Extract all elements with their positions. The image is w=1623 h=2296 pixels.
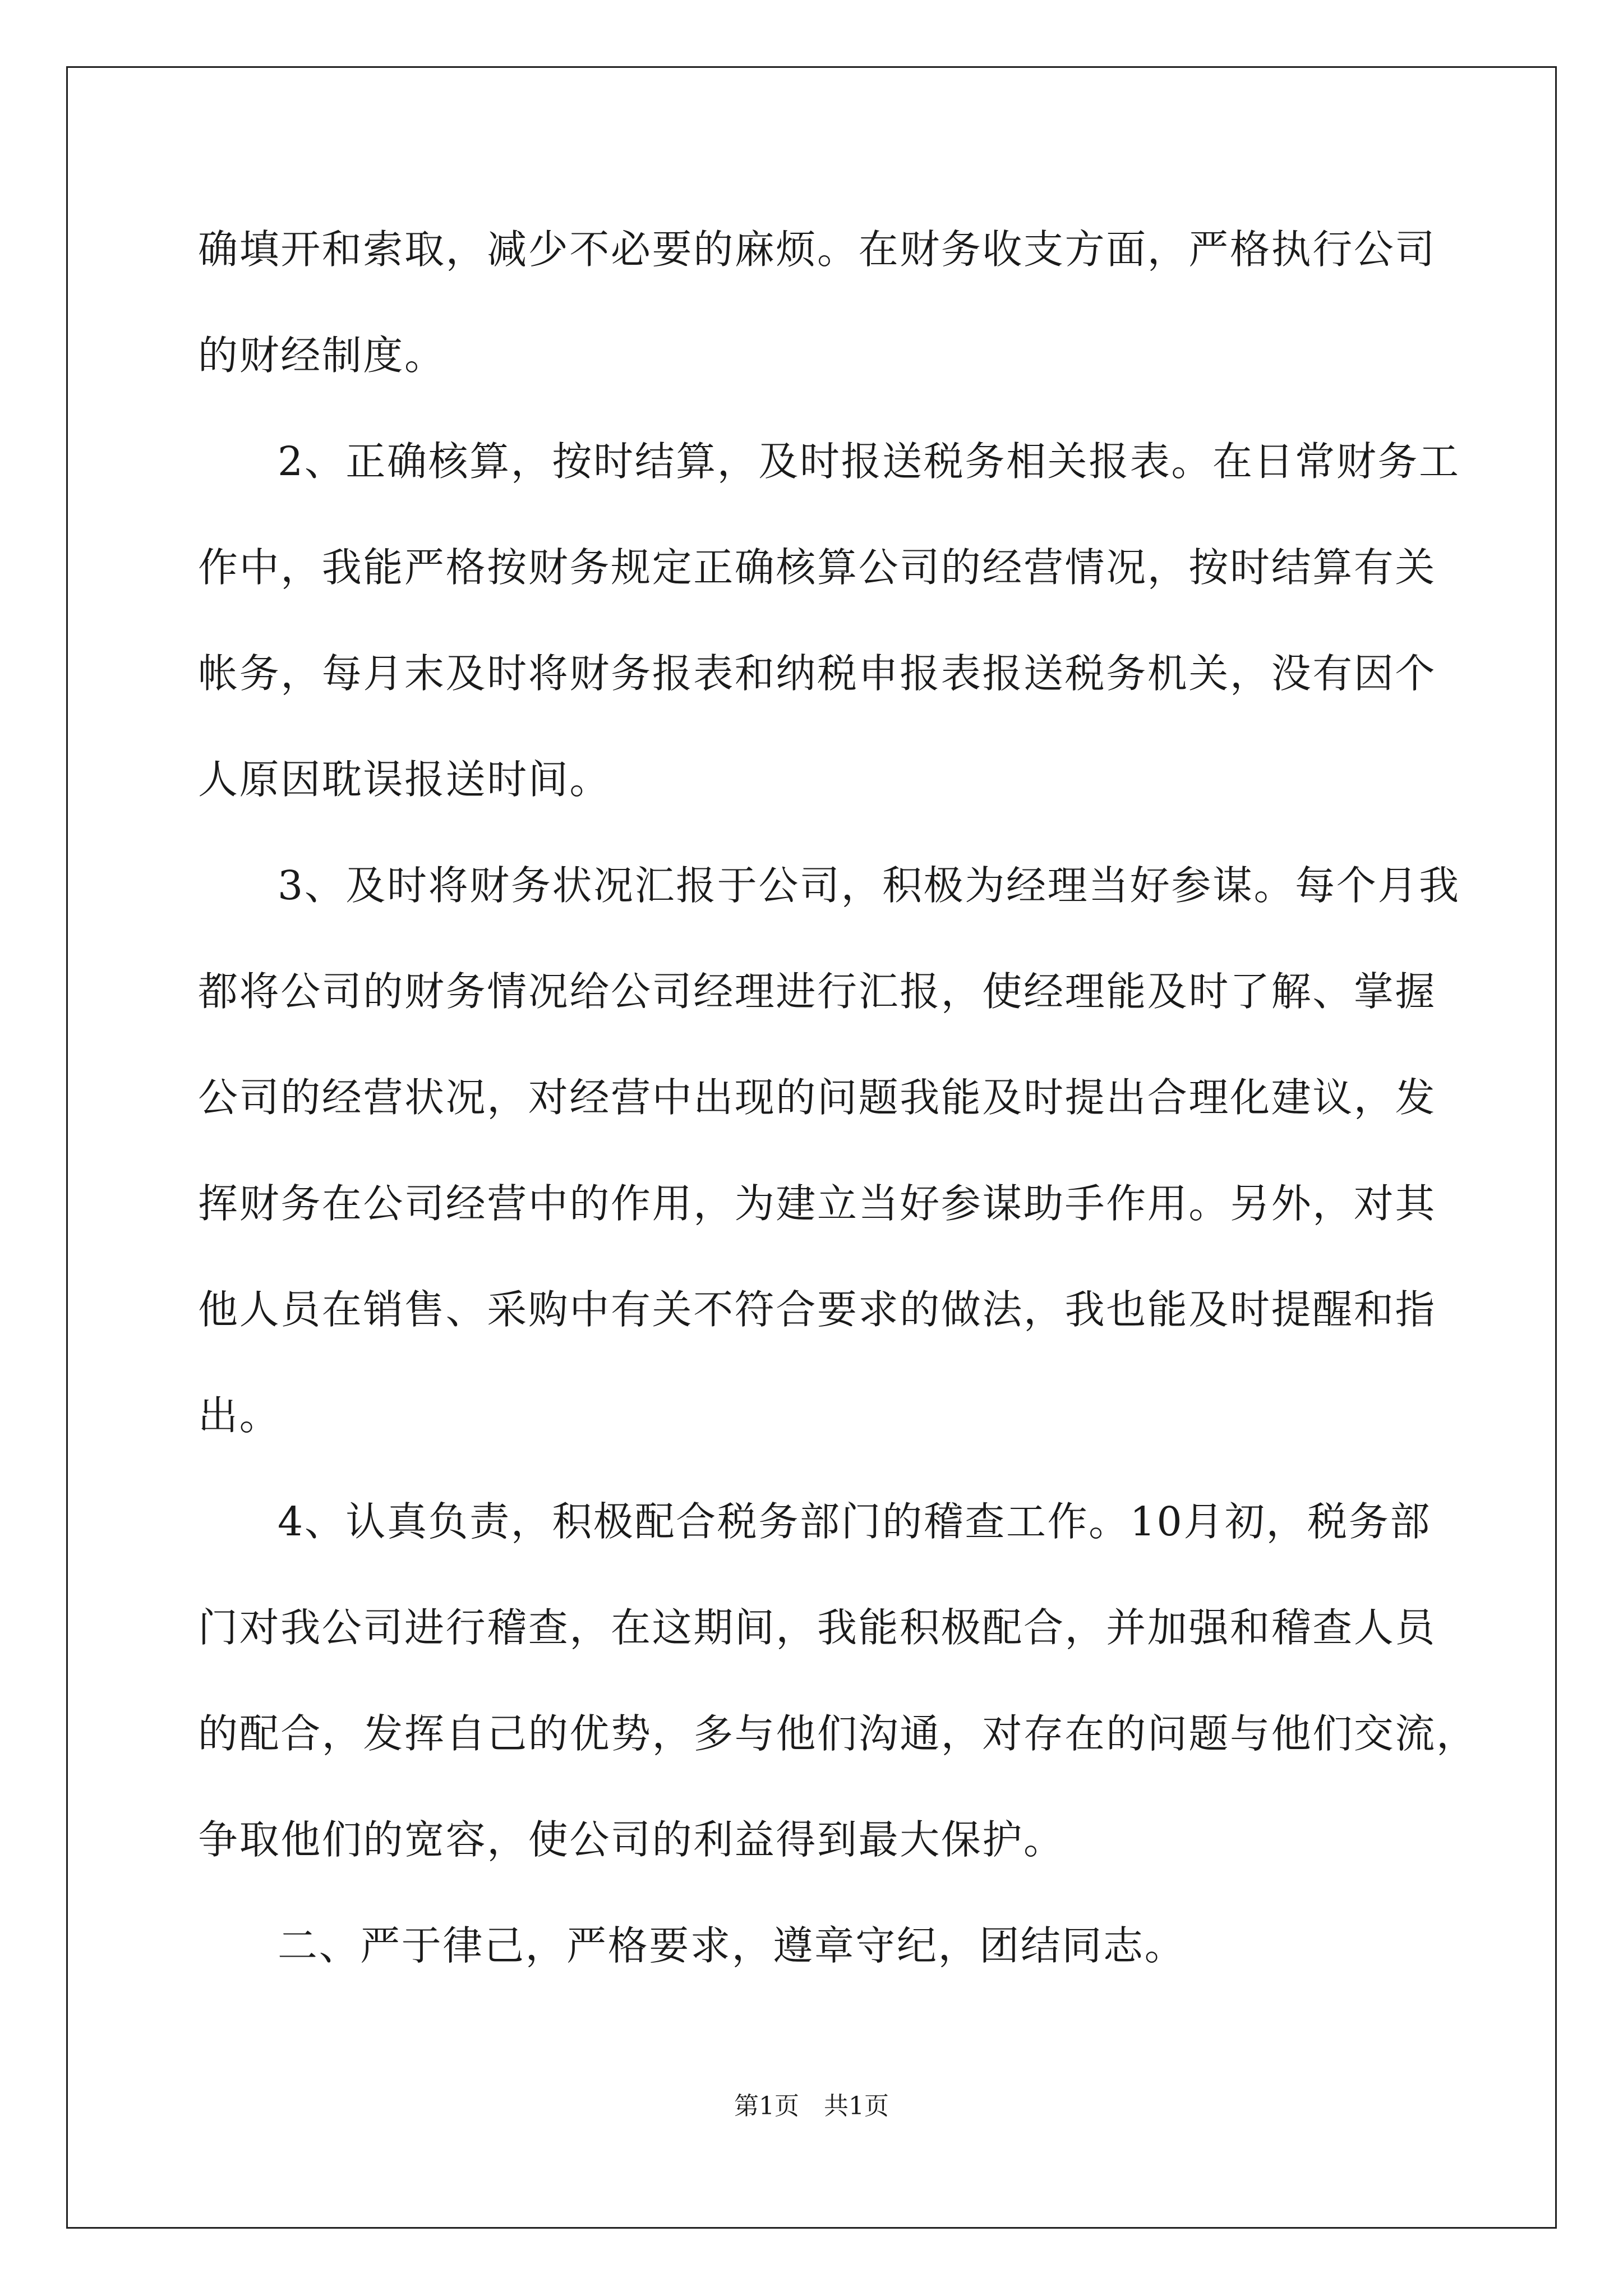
text-line: 的财经制度。	[198, 332, 446, 379]
text-line: 帐务，每月末及时将财务报表和纳税申报表报送税务机关，没有因个	[198, 650, 1437, 697]
text-line: 2、正确核算，按时结算，及时报送税务相关报表。在日常财务工	[278, 438, 1460, 485]
text-line: 出。	[198, 1392, 281, 1439]
text-line: 的配合，发挥自己的优势，多与他们沟通，对存在的问题与他们交流，	[198, 1710, 1478, 1757]
text-line: 3、及时将财务状况汇报于公司，积极为经理当好参谋。每个月我	[278, 862, 1460, 909]
text-line: 他人员在销售、采购中有关不符合要求的做法，我也能及时提醒和指	[198, 1286, 1437, 1333]
text-line: 公司的经营状况，对经营中出现的问题我能及时提出合理化建议，发	[198, 1074, 1437, 1121]
text-line: 争取他们的宽容，使公司的利益得到最大保护。	[198, 1816, 1065, 1863]
text-line: 二、严于律己，严格要求，遵章守纪，团结同志。	[278, 1922, 1186, 1969]
text-line: 人原因耽误报送时间。	[198, 756, 611, 803]
document-body	[198, 196, 1478, 1999]
text-line: 确填开和索取，减少不必要的麻烦。在财务收支方面，严格执行公司	[198, 226, 1437, 273]
text-line: 门对我公司进行稽查，在这期间，我能积极配合，并加强和稽查人员	[198, 1604, 1437, 1651]
text-line: 挥财务在公司经营中的作用，为建立当好参谋助手作用。另外，对其	[198, 1180, 1437, 1227]
text-line: 都将公司的财务情况给公司经理进行汇报，使经理能及时了解、掌握	[198, 968, 1437, 1015]
text-line: 4、认真负责，积极配合税务部门的稽查工作。10月初，税务部	[278, 1498, 1431, 1545]
page-footer: 第1页 共1页	[734, 2092, 889, 2120]
text-line: 作中，我能严格按财务规定正确核算公司的经营情况，按时结算有关	[198, 544, 1437, 591]
